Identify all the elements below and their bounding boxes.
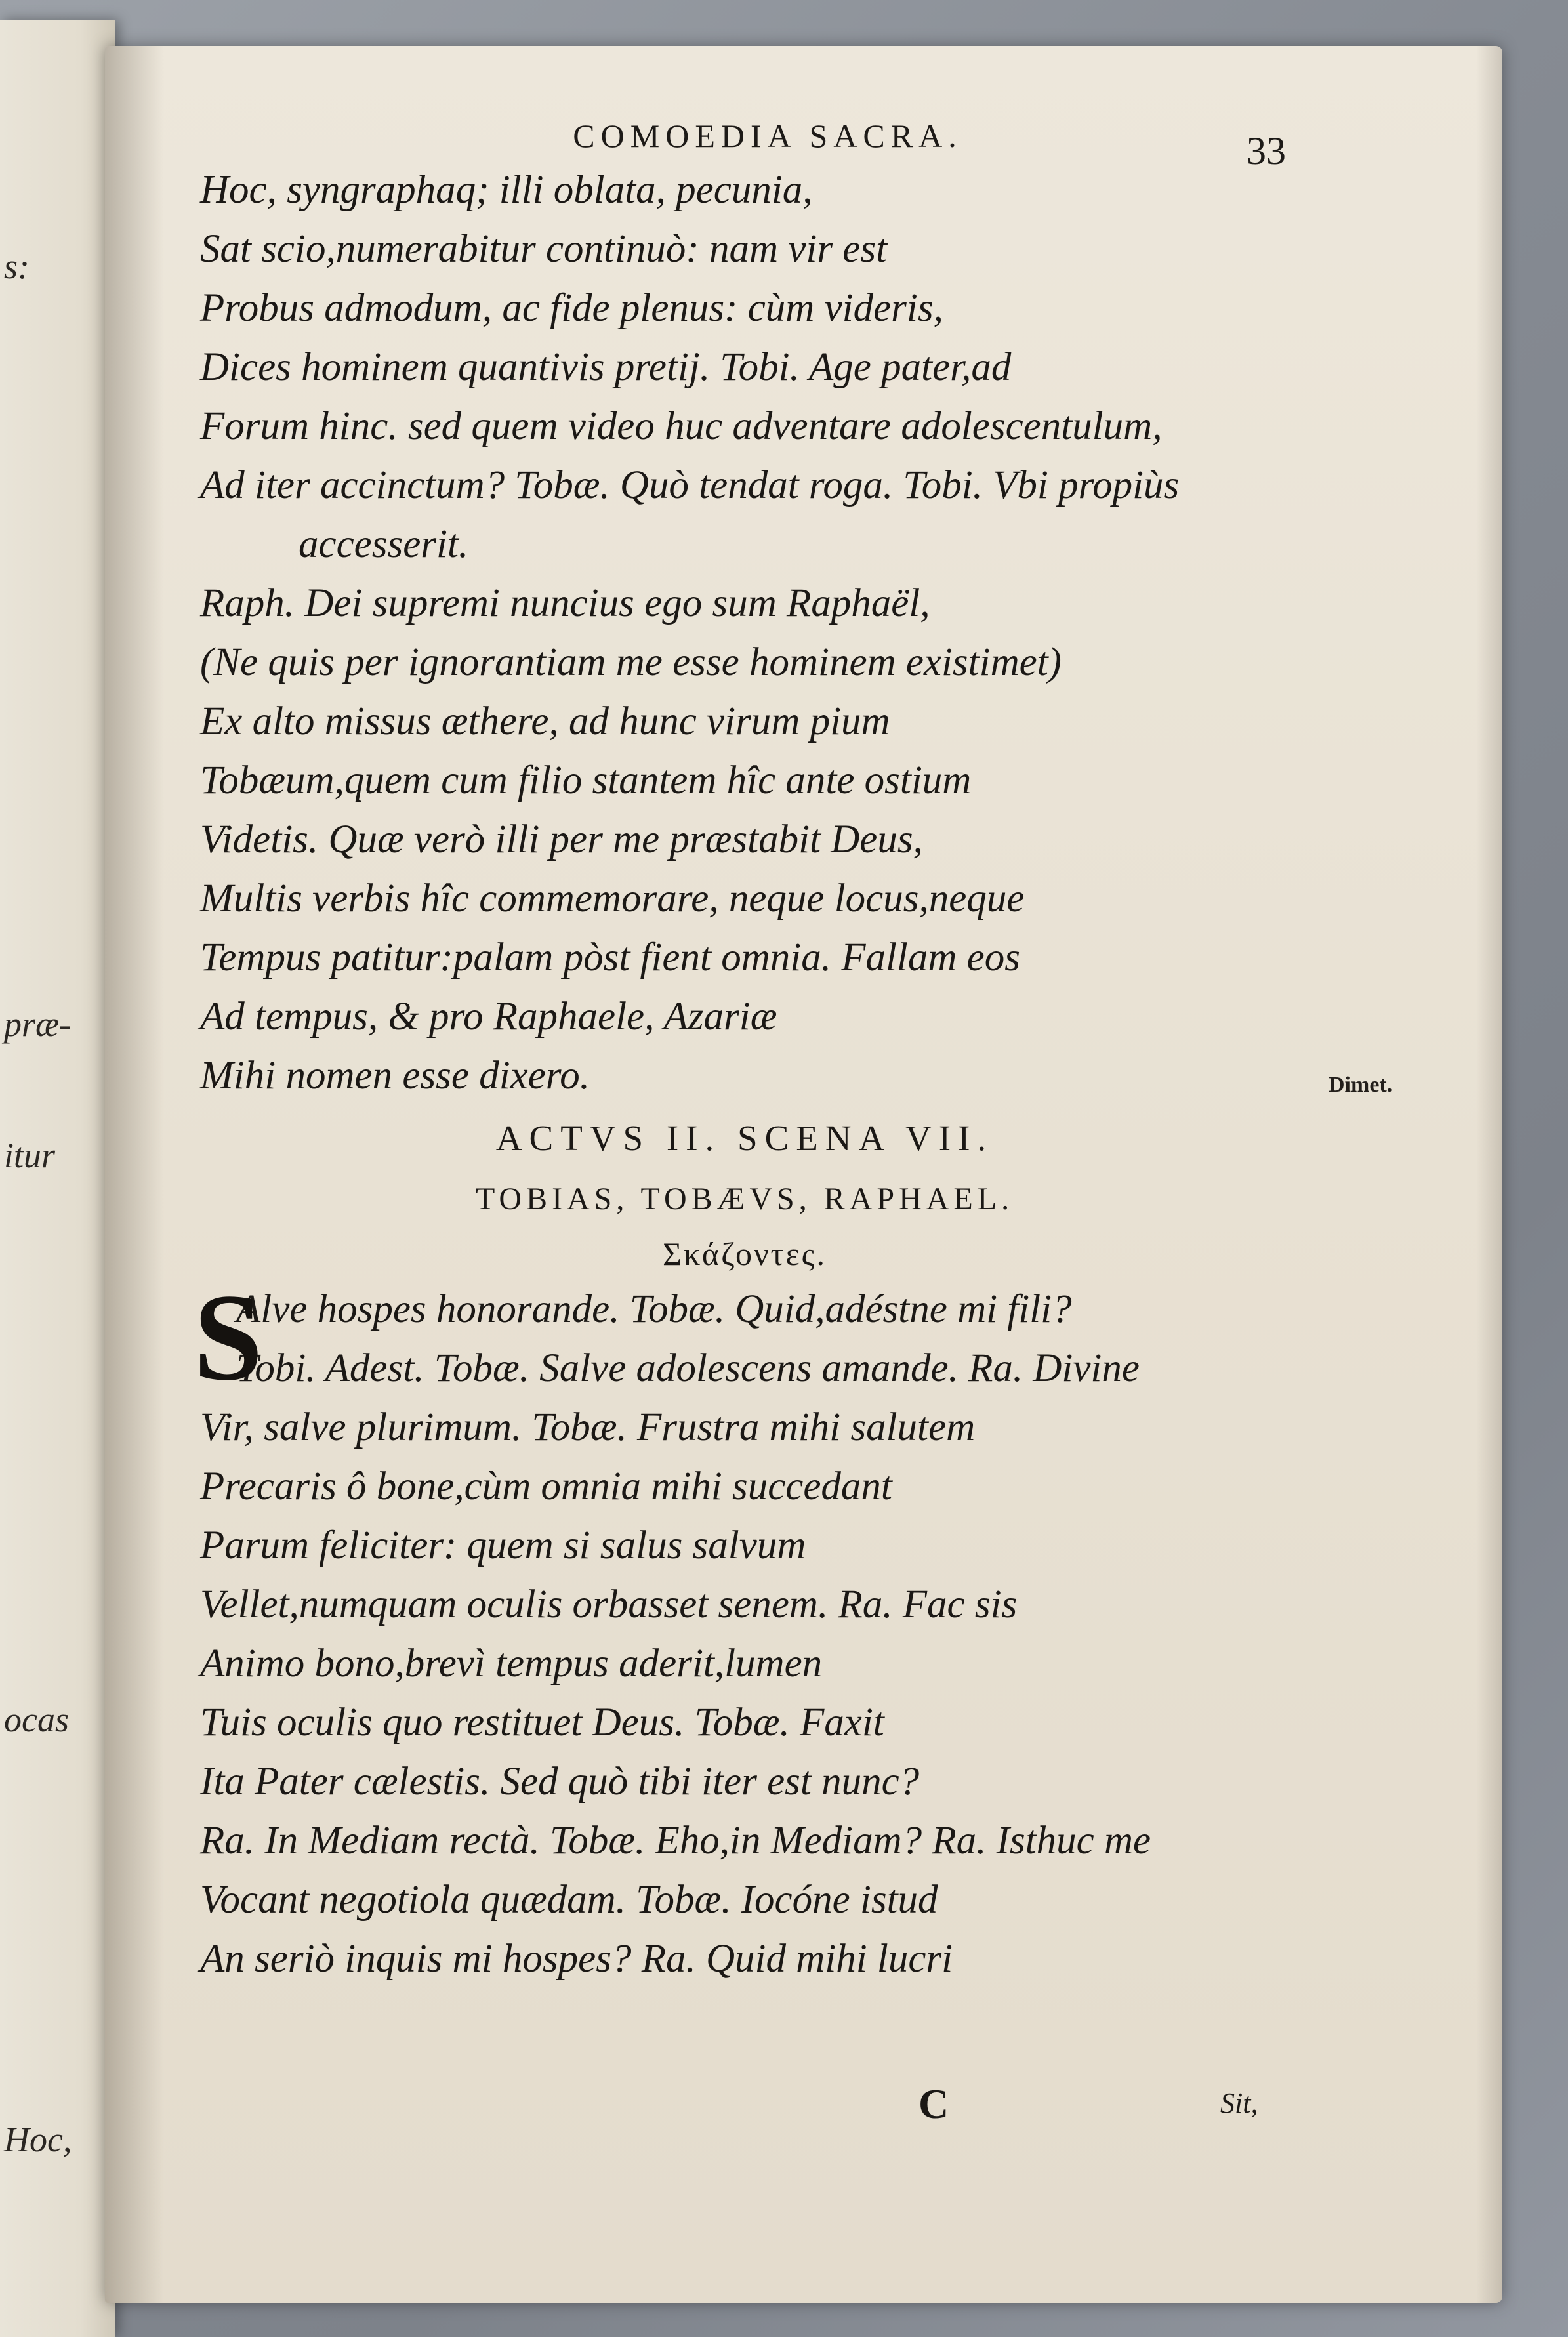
verse-line: Animo bono,brevì tempus aderit,lumen <box>200 1642 823 1686</box>
scene-persons: TOBIAS, TOBÆVS, RAPHAEL. <box>475 1182 1014 1216</box>
verse-line: Tobi. Adest. Tobæ. Salve adolescens amande. Ra. Divine <box>236 1346 1140 1390</box>
verse-line: Ex alto missus æthere, ad hunc virum pium <box>200 699 890 743</box>
right-page <box>105 46 1502 2303</box>
verse-line: Multis verbis hîc commemorare, neque locus,neque <box>200 877 1025 920</box>
verse-line: Dices hominem quantivis pretij. Tobi. Age pater,ad <box>200 345 1012 389</box>
verse-line: Vocant negotiola quædam. Tobæ. Iocóne istud <box>200 1878 938 1922</box>
scene-heading: ACTVS II. SCENA VII. <box>495 1118 994 1158</box>
verse-lines-after <box>200 1339 1420 1989</box>
left-page-fragment: præ- <box>4 1004 72 1044</box>
page-number: 33 <box>1247 129 1286 173</box>
verse-line: Hoc, syngraphaq; illi oblata, pecunia, <box>200 168 813 212</box>
left-page-fragment: Hoc, <box>4 2120 72 2159</box>
verse-line: Tempus patitur:palam pòst fient omnia. Fallam eos <box>200 936 1020 980</box>
verse-line: An seriò inquis mi hospes? Ra. Quid mihi lucri <box>200 1937 953 1981</box>
verse-line: Raph. Dei supremi nuncius ego sum Raphaël, <box>200 581 930 625</box>
verse-line: Ad iter accinctum? Tobæ. Quò tendat roga. Tobi. Vbi propiùs <box>200 463 1180 507</box>
verse-line: Forum hinc. sed quem video huc adventare adolescentulum, <box>200 404 1163 448</box>
verse-line: Probus admodum, ac fide plenus: cùm videris, <box>200 286 943 330</box>
verse-line: Ra. In Mediam rectà. Tobæ. Eho,in Mediam? Ra. Isthuc me <box>200 1819 1151 1863</box>
meter-note: Σκάζοντες. <box>663 1235 827 1272</box>
verse-line: Ita Pater cælestis. Sed quò tibi iter est nunc? <box>200 1760 920 1804</box>
catchword: Sit, <box>1220 2087 1258 2119</box>
verse-line: Vir, salve plurimum. Tobæ. Frustra mihi salutem <box>200 1405 976 1449</box>
verse-line: Vellet,numquam oculis orbasset senem. Ra. Fac sis <box>200 1582 1018 1626</box>
margin-note: Dimet. <box>1329 1073 1393 1097</box>
signature-mark: C <box>918 2080 949 2127</box>
verse-line: Videtis. Quæ verò illi per me præstabit Deus, <box>200 817 923 861</box>
verse-line: (Ne quis per ignorantiam me esse hominem existimet) <box>200 640 1062 684</box>
page-gutter-shadow <box>105 46 164 2303</box>
left-page-fragment: s: <box>4 247 30 286</box>
drop-cap: S <box>194 1269 263 1407</box>
left-page-fragment: ocas <box>4 1700 69 1739</box>
verse-line: Tobæum,quem cum filio stantem hîc ante ostium <box>200 758 972 802</box>
page-fore-edge <box>1476 46 1502 2303</box>
verse-line: Mihi nomen esse dixero. <box>200 1054 590 1098</box>
verse-line: accesserit. <box>299 522 469 566</box>
left-page-edge <box>0 20 115 2337</box>
page-text-block <box>194 161 1420 1989</box>
verse-line: Parum feliciter: quem si salus salvum <box>200 1523 806 1567</box>
running-title: COMOEDIA SACRA. <box>573 117 962 154</box>
first-line-text: Alve hospes honorande. Tobæ. Quid,adéstne mi fili? <box>236 1287 1072 1331</box>
verse-line: Precaris ô bone,cùm omnia mihi succedant <box>200 1464 892 1508</box>
verse-lines-before <box>200 161 1420 1106</box>
left-page-fragment: itur <box>4 1136 56 1175</box>
verse-line: Ad tempus, & pro Raphaele, Azariæ <box>200 995 777 1039</box>
verse-line: Sat scio,numerabitur continuò: nam vir est <box>200 227 888 271</box>
verse-line: Tuis oculis quo restituet Deus. Tobæ. Faxit <box>200 1701 884 1745</box>
